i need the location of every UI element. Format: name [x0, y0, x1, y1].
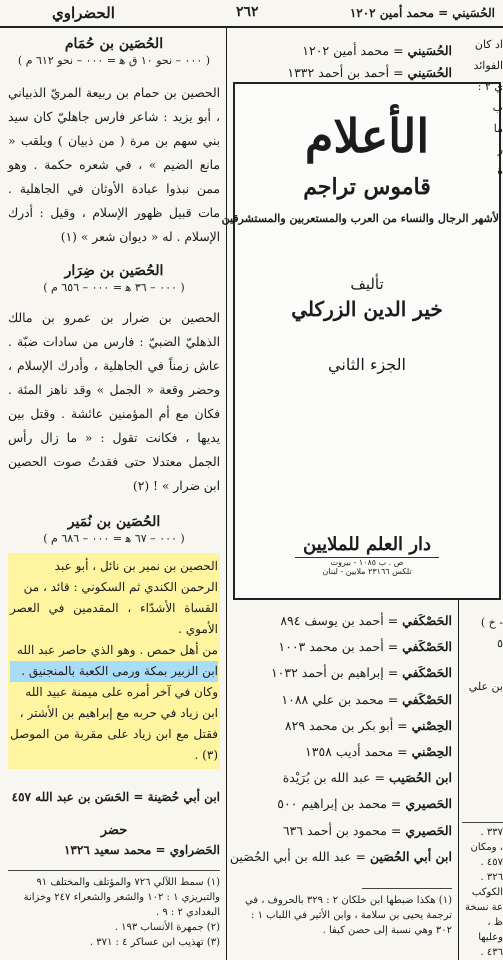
footnote: (١) سمط اللآلي ٧٢٦ والمؤتلف والمختلف ٩١ والتبريزي ١ : ١٠٢ والشعر والشعراء ٢٤٧ وخزانة البغدادي ٢ : ٩ . — [23, 877, 220, 918]
cover-address: تلكس ٢٣١٦٦ ملايين - لبنان — [322, 567, 412, 576]
ref: محمود بن أحمد ٦٣٦ — [282, 822, 387, 838]
highlighted-entry-body — [8, 553, 220, 769]
middle-column-list — [229, 608, 452, 938]
entry-dates: ( ٠٠٠ – ٦٧ ﻫ = ٠٠٠ – ٦٨٦ م ) — [43, 532, 185, 545]
list-item: الحَصْكَفي = أحمد بن محمد ١٠٠٣ — [278, 639, 452, 655]
fragment: ٥ — [497, 637, 503, 650]
header-rule — [0, 26, 503, 28]
fragment: ٤٥٧ . — [480, 857, 503, 868]
fragment: ر — [497, 143, 503, 156]
fragment: ب — [492, 101, 503, 114]
ref: أبو بكر بن محمد ٨٢٩ — [284, 717, 394, 733]
entry-title: الحُصَين بن حُمَام — [64, 36, 164, 52]
entry-dates: ( ٠٠٠ – ٣٦ ﻫ = ٠٠٠ – ٦٥٦ م ) — [43, 281, 185, 294]
cover-logo: الأعلام — [304, 109, 430, 163]
ref: أحمد بن يوسف ٨٩٤ — [280, 613, 384, 628]
name: الحَصْكَفي — [402, 613, 452, 628]
right-column-fragment — [462, 34, 503, 181]
fragment: بن علي — [468, 680, 503, 693]
cross-reference: ابن أبي حُصَينة = الحَسَن بن عبد الله ٤٥٧ — [11, 790, 220, 804]
fragment: الكوكب — [471, 887, 503, 898]
name: الحَصْكَفي — [402, 639, 452, 655]
right-column-fragment — [462, 612, 503, 654]
name: الحِصْني — [411, 744, 452, 760]
text-line: الرحمن الكندي ثم السكوني : قائد ، من — [23, 580, 218, 594]
ref: محمد أديب ١٣٥٨ — [305, 744, 394, 760]
section-entry: الحَضراوي = محمد سعيد ١٣٢٦ — [63, 843, 220, 857]
running-head-right: الحُسَيني = محمد أمين ١٢٠٢ — [349, 6, 495, 20]
cover-volume: الجزء الثاني — [328, 355, 406, 374]
text-line: فقتل مع ابن زياد على مقربة من الموصل (٣) . — [10, 727, 218, 762]
mid-top-row: الحُسَيني = محمد أمين ١٢٠٢ — [302, 43, 452, 58]
list-item: الحَصْكَفي = إبراهيم بن أحمد ١٠٣٢ — [270, 665, 452, 681]
list-item: الحَصيري = محمود بن أحمد ٦٣٦ — [282, 822, 452, 838]
cover-address: ص . ب ١٠٨٥ - بيروت — [330, 558, 404, 567]
fragment: ظ ، وعليها — [478, 917, 503, 943]
name: الحَصْكَفي — [402, 691, 452, 707]
fragment: ة — [497, 164, 503, 177]
cover-publisher: دار العلم للملايين — [302, 534, 432, 555]
running-head-left: الحضراوي — [52, 4, 115, 22]
entry-title: الحُصَين بن ضِرَار — [64, 263, 164, 279]
ref: عبد الله بن أبي الحُصَين — [229, 848, 352, 864]
page-number: ٢٦٢ — [236, 4, 259, 20]
name: الحُسَيني — [407, 65, 452, 80]
ref: محمد أمين ١٢٠٢ — [302, 43, 390, 58]
list-item: الحَصْكَفي = أحمد بن يوسف ٨٩٤ — [280, 613, 452, 628]
ref: أحمد بن محمد ١٠٠٣ — [278, 639, 384, 655]
list-item: الحِصْني = محمد أديب ١٣٥٨ — [305, 744, 452, 760]
mid-top-row: الحُسَيني = أحمد بن أحمد ١٣٣٢ — [287, 65, 452, 80]
name: ابن الحُصَيب — [388, 770, 452, 786]
left-column — [8, 30, 220, 950]
fragment: ٤٣٦ . — [480, 947, 503, 958]
name: الحِصْني — [411, 717, 452, 733]
book-cover-image — [221, 82, 501, 600]
footnote: (٢) جمهرة الأنساب ١٩٣ . — [114, 922, 220, 933]
right-column-footnotes — [462, 822, 503, 960]
text-line: القساة الأشدّاء ، المقدمين في العصر الأموي . — [10, 601, 218, 636]
entry-body: الحصين بن حمام بن ربيعة المريّ الذبياني ، أبو يزيد : شاعر فارس جاهليّ كان سيد بني سهم بن مرة ( من ذبيان ) ويلقب « مانع الضيم » ، في شعره حكمة . وهو ممن نبذوا عبادة الأوثان في الجاهلية . مات قبيل ظهور الإسلام ، وقيل : أدرك الإسلام . له « ديوان شعر » (١) — [8, 86, 220, 244]
fragment: الفوائد — [473, 59, 503, 72]
name: الحَصيري — [405, 796, 452, 812]
list-item: الحَصْكَفي = محمد بن علي ١٠٨٨ — [281, 691, 452, 707]
fragment: ي ٢ : — [477, 80, 503, 93]
list-item: ابن أبي الحُصَين = عبد الله بن أبي الحُصَين — [229, 848, 452, 864]
text-line: من أهل حمص . وهو الذي حاصر عبد الله — [16, 643, 218, 657]
ref: محمد بن إبراهيم ٥٠٠ — [277, 796, 387, 812]
ref: إبراهيم بن أحمد ١٠٣٢ — [270, 665, 384, 681]
name: الحُسَيني — [407, 43, 452, 58]
ref: أحمد بن أحمد ١٣٣٢ — [287, 65, 390, 80]
ref: عبد الله بن بُرَيْدة — [282, 770, 371, 786]
footnote: (٣) تهذيب ابن عساكر ٤ : ٣٧١ . — [89, 937, 220, 948]
list-item: ابن الحُصَيب = عبد الله بن بُرَيْدة — [282, 770, 452, 786]
list-item: الحِصْني = أبو بكر بن محمد ٨٢٩ — [284, 717, 452, 733]
fragment: - خ ) — [480, 616, 503, 629]
ref: محمد بن علي ١٠٨٨ — [281, 691, 384, 707]
column-divider-right — [458, 600, 459, 960]
text-line: وكان في آخر أمره على ميمنة عبيد الله — [25, 685, 218, 699]
fragment: عة نسخة — [464, 902, 503, 913]
entry-title: الحُصَين بن نُمَير — [67, 514, 161, 530]
cover-by-label: تأليف — [350, 275, 384, 293]
name: الحَصْكَفي — [402, 665, 452, 681]
column-divider-left — [226, 26, 227, 960]
text-line: الحصين بن نمير بن نائل ، أبو عبد — [54, 559, 218, 573]
fragment: اد كان — [474, 38, 503, 51]
section-title: حضر — [100, 823, 128, 838]
text-line: ابن زياد في حربه مع إبراهيم بن الأشتر ، — [19, 706, 218, 720]
right-column-fragment — [462, 676, 503, 697]
fragment: ما — [493, 122, 503, 135]
name: ابن أبي الحُصَين — [369, 848, 452, 864]
cover-subtitle: قاموس تراجم — [303, 174, 431, 200]
entry-body: الحصين بن ضرار بن عمرو بن مالك الذهليّ الضبيّ : فارس من سادات ضبّة . عاش زمناً في الجاهلية ، وأدرك الإسلام ، وحضر وقعة « الجمل » وقد ناهز المئة . فكان مع أم المؤمنين عائشة . وقتل بين يديها ، فكانت تقول : « ما زال رأس الجمل معتدلا حتى فقدتُ صوت الحصين ابن ضرار » ! (٢) — [8, 311, 220, 493]
entry-dates: ( ٠٠٠ – نحو ١٠ ق ﻫ = ٠٠٠ – نحو ٦١٢ م ) — [17, 54, 211, 67]
fragment: ، ومكان — [470, 842, 503, 853]
text-line: ابن الزبير بمكة ورمى الكعبة بالمنجنيق . — [10, 661, 218, 682]
fragment: ٣٢٦ . — [480, 872, 503, 883]
cover-subtitle-2: لأشهر الرجال والنساء من العرب والمستعربين والمستشرقين — [221, 212, 499, 225]
name: الحَصيري — [405, 822, 452, 838]
footnote: (١) هكذا ضبطها ابن خلكان ٢ : ٣٢٩ بالحروف ، في ترجمة يحيى بن سلامة ، وابن الأثير في اللباب ١ : ٣٠٢ وهي نسبة إلى حصن كيفا . — [244, 895, 452, 937]
fragment: ٣٣٧ . — [480, 827, 503, 838]
cover-author: خير الدين الزركلي — [291, 297, 443, 321]
list-item: الحَصيري = محمد بن إبراهيم ٥٠٠ — [277, 796, 452, 812]
